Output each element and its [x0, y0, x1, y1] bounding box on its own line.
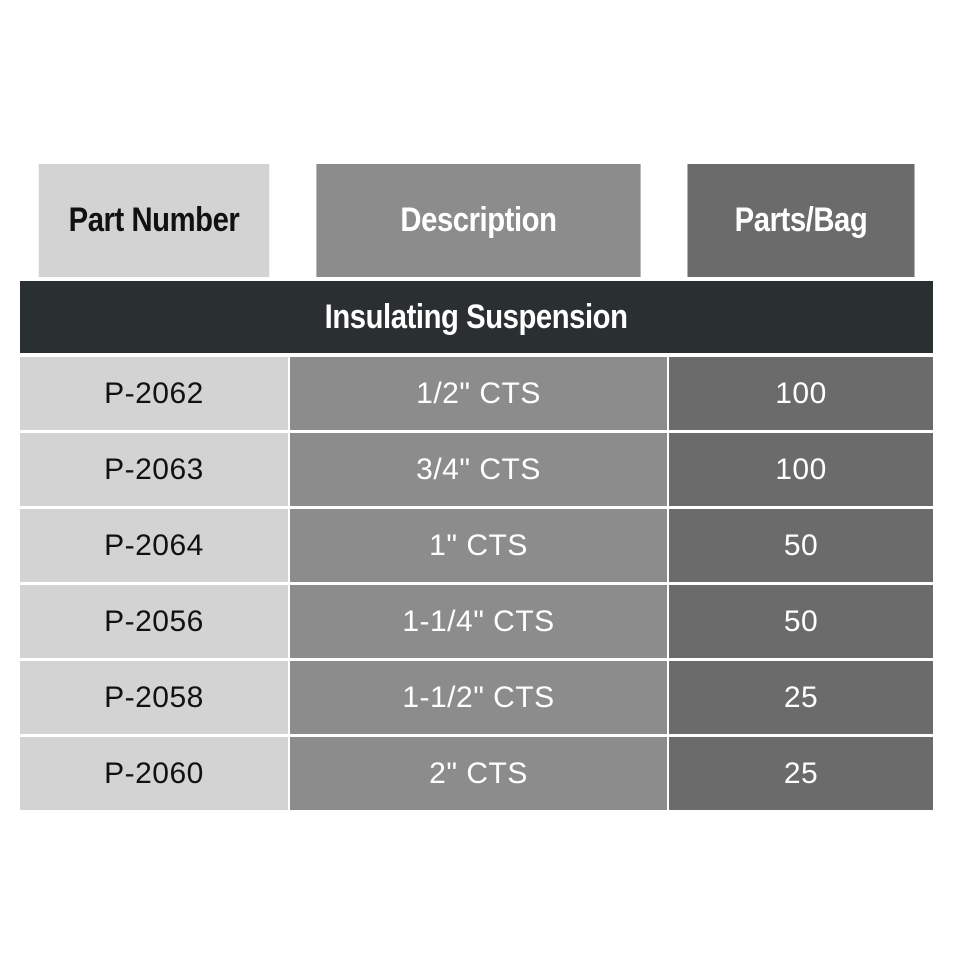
table-row: [20, 737, 933, 810]
spec-table: [20, 164, 933, 813]
part-number-cell: P-2063: [20, 433, 288, 506]
description-cell: 1-1/4" CTS: [290, 585, 667, 658]
description-cell: 1-1/2" CTS: [290, 661, 667, 734]
header-parts-per-bag-label: Parts/Bag: [734, 201, 868, 239]
parts-per-bag-cell: 50: [669, 509, 933, 582]
section-header: [20, 281, 933, 353]
header-part-number-label: Part Number: [68, 201, 240, 239]
part-number-cell: P-2056: [20, 585, 288, 658]
header-description: [316, 164, 640, 277]
part-number-cell: P-2060: [20, 737, 288, 810]
parts-per-bag-cell: 100: [669, 357, 933, 430]
part-number-cell: P-2062: [20, 357, 288, 430]
description-cell: 1/2" CTS: [290, 357, 667, 430]
header-description-label: Description: [400, 201, 557, 239]
table-row: [20, 433, 933, 506]
parts-per-bag-cell: 25: [669, 661, 933, 734]
header-part-number: [39, 164, 269, 277]
table-row: [20, 661, 933, 734]
part-number-cell: P-2058: [20, 661, 288, 734]
section-title: Insulating Suspension: [325, 297, 628, 336]
table-row: [20, 585, 933, 658]
parts-per-bag-cell: 100: [669, 433, 933, 506]
part-number-cell: P-2064: [20, 509, 288, 582]
table-row: [20, 357, 933, 430]
table-row: [20, 509, 933, 582]
parts-per-bag-cell: 50: [669, 585, 933, 658]
parts-per-bag-cell: 25: [669, 737, 933, 810]
table-header-row: [20, 164, 933, 277]
header-parts-per-bag: [687, 164, 914, 277]
description-cell: 1" CTS: [290, 509, 667, 582]
description-cell: 2" CTS: [290, 737, 667, 810]
description-cell: 3/4" CTS: [290, 433, 667, 506]
